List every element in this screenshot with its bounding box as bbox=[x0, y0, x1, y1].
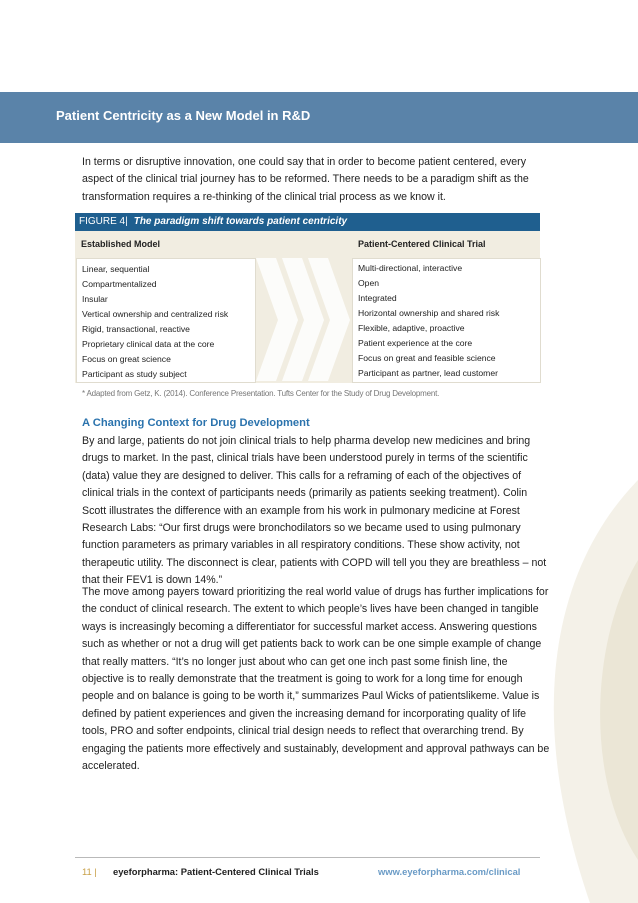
right-item: Focus on great and feasible science bbox=[358, 353, 496, 363]
intro-paragraph: In terms or disruptive innovation, one could say that in order to become patient centered, every aspect of the clinical trial journey has to be reformed. There needs to be a paradigm shift as the transformation requires a re-thinking of the clinical trial process as we know it. bbox=[82, 156, 529, 203]
left-column-heading: Established Model bbox=[81, 239, 161, 249]
right-item: Patient experience at the core bbox=[358, 338, 473, 348]
right-column-heading: Patient-Centered Clinical Trial bbox=[358, 239, 486, 249]
figure-label: FIGURE 4| bbox=[79, 216, 128, 227]
section-title: A Changing Context for Drug Development bbox=[82, 417, 310, 429]
left-item: Linear, sequential bbox=[82, 264, 150, 274]
left-item: Insular bbox=[82, 294, 108, 304]
left-item: Focus on great science bbox=[82, 354, 171, 364]
right-item: Open bbox=[358, 278, 380, 288]
left-item: Rigid, transactional, reactive bbox=[82, 324, 190, 334]
body-paragraph: The move among payers toward prioritizing the real world value of drugs has further implications for the conduct of clinical research. The extent to which people’s lives have been changed in tangible ways is increasingly becoming a differentiator for successful market access. Answering questions such as whether or not a drug will get patients back to work can be one simple example of change that really matters. “It’s no longer just about who can get one inch past some finish line, the objective is to really demonstrate that the treatment is going to work for a long time for enough people and on balance is going to be worth it,” summarizes Paul Wicks of patientslikeme. Value is defined by patient experiences and given the increasing demand for incorporating quality of life tools, PRO and softer endpoints, clinical trial design needs to reflect that overarching trend. By engaging the patients more effectively and sustainably, development and approval pathways can be accelerated. bbox=[82, 586, 550, 773]
left-list-box bbox=[76, 258, 256, 383]
top-blank-area bbox=[0, 0, 638, 92]
footer-url-link[interactable]: www.eyeforpharma.com/clinical bbox=[378, 866, 521, 877]
left-item: Proprietary clinical data at the core bbox=[82, 339, 215, 349]
body-paragraph: By and large, patients do not join clinical trials to help pharma develop new medicines and bring drugs to market. In the past, clinical trials have been understood purely in terms of the scientific (data) value they are designed to deliver. This calls for a reframing of each of the objectives of clinical trials in the context of participants needs (primarily as patients seeking treatment). Colin Scott illustrates the difference with an example from his work in pulmonary medicine at Forest Research Labs: “Our first drugs were bronchodilators so we became used to using pulmonary function parameters as primary variables in all respiratory conditions. These show activity, not therapeutic utility. The disconnect is clear, patients with COPD will tell you they are breathless – not that their FEV1 is down 14%.” bbox=[82, 435, 547, 587]
right-item: Multi-directional, interactive bbox=[358, 263, 463, 273]
banner-title: Patient Centricity as a New Model in R&D bbox=[56, 108, 311, 123]
figure-title: The paradigm shift towards patient centricity bbox=[133, 216, 348, 227]
left-item: Compartmentalized bbox=[82, 279, 157, 289]
right-item: Horizontal ownership and shared risk bbox=[358, 308, 500, 318]
right-item: Integrated bbox=[358, 293, 397, 303]
footer-divider bbox=[75, 857, 540, 858]
footer-page-number: 11 | bbox=[82, 866, 97, 877]
footer-publication: eyeforpharma: Patient-Centered Clinical Trials bbox=[113, 866, 319, 877]
right-list-box bbox=[352, 258, 541, 383]
left-item: Vertical ownership and centralized risk bbox=[82, 309, 229, 319]
figure-footnote: * Adapted from Getz, K. (2014). Conference Presentation. Tufts Center for the Study of Drug Development. bbox=[82, 389, 440, 398]
left-item: Participant as study subject bbox=[82, 369, 187, 379]
right-item: Participant as partner, lead customer bbox=[358, 368, 498, 378]
figure-header bbox=[75, 213, 540, 231]
right-item: Flexible, adaptive, proactive bbox=[358, 323, 465, 333]
